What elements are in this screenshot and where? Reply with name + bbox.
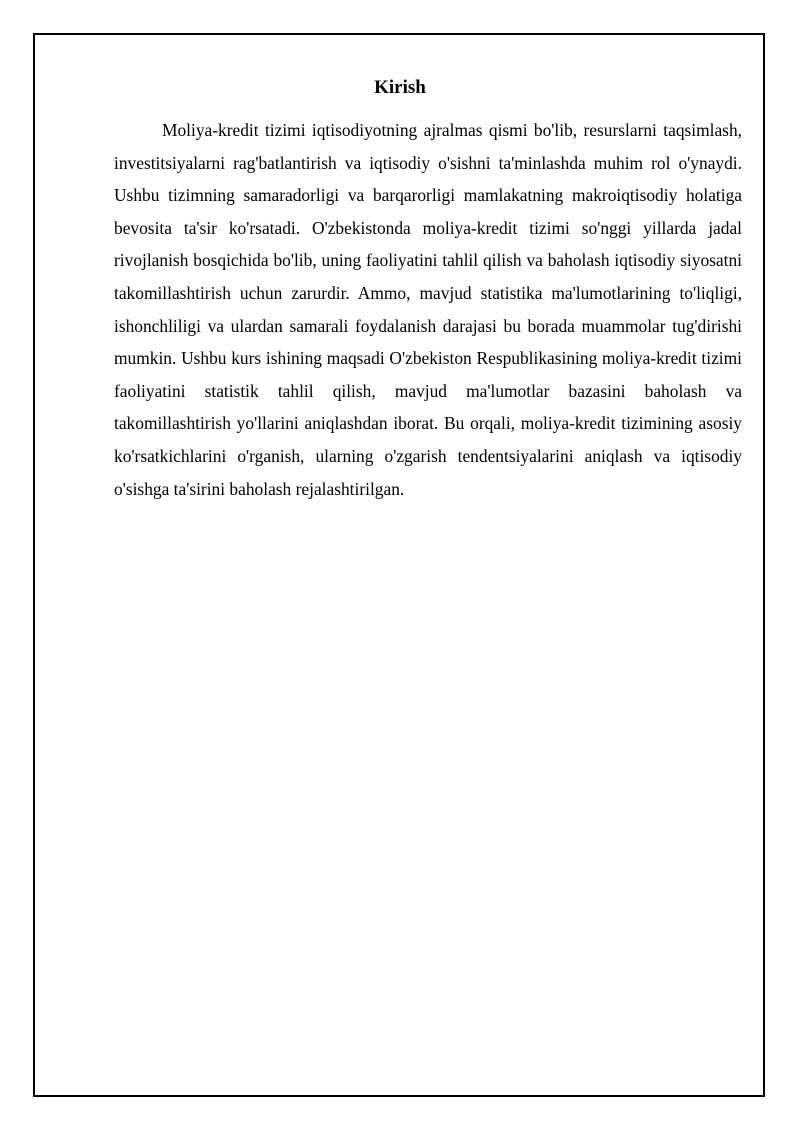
body-paragraph: Moliya-kredit tizimi iqtisodiyotning ajralmas qismi bo'lib, resurslarni taqsimlash, investitsiyalarni rag'batlantirish va iqtisodiy o'sishni ta'minlashda muhim rol o'ynaydi. Ushbu tizimning samaradorligi va barqarorligi mamlakatning makroiqtisodiy holatiga bevosita ta'sir ko'rsatadi. O'zbekistonda moliya-kredit tizimi so'nggi yillarda jadal rivojlanish bosqichida bo'lib, uning faoliyatini tahlil qilish va baholash iqtisodiy siyosatni takomillashtirish uchun zarurdir. Ammo, mavjud statistika ma'lumotlarining to'liqligi, ishonchliligi va ulardan samarali foydalanish darajasi bu borada muammolar tug'dirishi mumkin. Ushbu kurs ishining maqsadi O'zbekiston Respublikasining moliya-kredit tizimi faoliyatini statistik tahlil qilish, mavjud ma'lumotlar bazasini baholash va takomillashtirish yo'llarini aniqlashdan iborat. Bu orqali, moliya-kredit tizimining asosiy ko'rsatkichlarini o'rganish, ularning o'zgarish tendentsiyalarini aniqlash va iqtisodiy o'sishga ta'sirini baholash rejalashtirilgan. — [114, 120, 742, 499]
document-title: Kirish — [374, 77, 426, 98]
